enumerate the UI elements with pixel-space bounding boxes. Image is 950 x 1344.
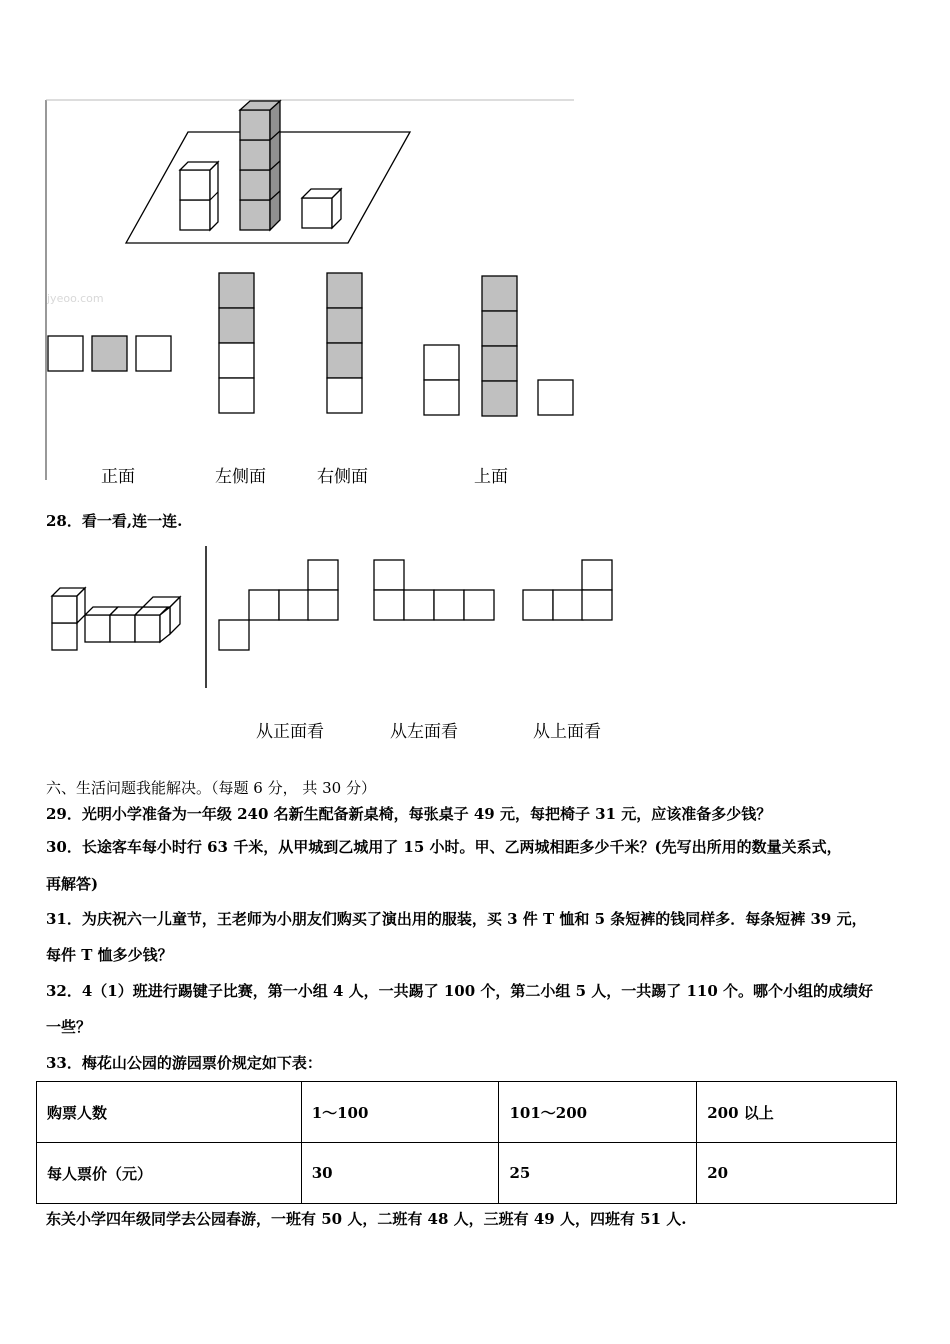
- view-top: [424, 276, 573, 416]
- q28-label-top: 从上面看: [533, 722, 601, 742]
- question-31-line2: 每件 T 恤多少钱？: [46, 946, 173, 964]
- table-cell: 20: [697, 1143, 897, 1204]
- question-32-line2: 一些？: [46, 1018, 92, 1036]
- table-row: [37, 1082, 897, 1143]
- question-32-line1: 32．4（1）班进行踢键子比赛，第一小组 4 人，一共踢了 100 个，第二小组 5 人，一共踢了 110 个。哪个小组的成绩好: [46, 982, 874, 1000]
- view-label-front: 正面: [101, 467, 135, 487]
- table-cell: 200 以上: [697, 1082, 897, 1143]
- watermark: jyeoo.com: [47, 292, 104, 305]
- cube-single-right: [302, 189, 341, 228]
- question-30-line2: 再解答): [46, 875, 99, 893]
- view-label-right: 右侧面: [317, 467, 368, 487]
- q27-figure: [0, 0, 600, 500]
- table-cell: 1～100: [301, 1082, 499, 1143]
- view-right-side: [327, 273, 362, 413]
- ticket-price-table: [36, 1081, 897, 1204]
- q28-figure: [0, 540, 640, 700]
- view-left-side: [219, 273, 254, 413]
- cube-stack-left: [180, 162, 218, 230]
- view-front: [48, 336, 171, 371]
- table-cell: 101～200: [499, 1082, 697, 1143]
- q28-label-left: 从左面看: [390, 722, 458, 742]
- q28-label-front: 从正面看: [256, 722, 324, 742]
- section-heading: 六、生活问题我能解决。（每题 6 分， 共 30 分）: [46, 779, 376, 797]
- table-cell: 30: [301, 1143, 499, 1204]
- question-29: 29．光明小学准备为一年级 240 名新生配备新桌椅，每张桌子 49 元，每把椅子 31 元，应该准备多少钱？: [46, 805, 772, 823]
- table-cell: 25: [499, 1143, 697, 1204]
- q28-text: 28．看一看,连一连.: [46, 512, 183, 530]
- view-label-left: 左侧面: [215, 467, 266, 487]
- view-label-top: 上面: [474, 467, 508, 487]
- cube-stack-middle: [240, 101, 280, 230]
- question-31-line1: 31．为庆祝六一儿童节，王老师为小朋友们购买了演出用的服装，买 3 件 T 恤和 5 条短裤的钱同样多．每条短裤 39 元，: [46, 910, 867, 928]
- table-cell: 购票人数: [37, 1082, 302, 1143]
- q28-view-option-3: [523, 560, 612, 620]
- question-30-line1: 30．长途客车每小时行 63 千米，从甲城到乙城用了 15 小时。甲、乙两城相距多少千米？(先写出所用的数量关系式，: [46, 838, 842, 856]
- after-table-text: 东关小学四年级同学去公园春游，一班有 50 人，二班有 48 人，三班有 49 人，四班有 51 人.: [46, 1210, 687, 1228]
- q28-view-option-1: [219, 560, 338, 650]
- question-33: 33．梅花山公园的游园票价规定如下表：: [46, 1054, 322, 1072]
- table-row: [37, 1143, 897, 1204]
- table-cell: 每人票价（元）: [37, 1143, 302, 1204]
- q28-view-option-2: [374, 560, 494, 620]
- q28-solid: [52, 588, 180, 650]
